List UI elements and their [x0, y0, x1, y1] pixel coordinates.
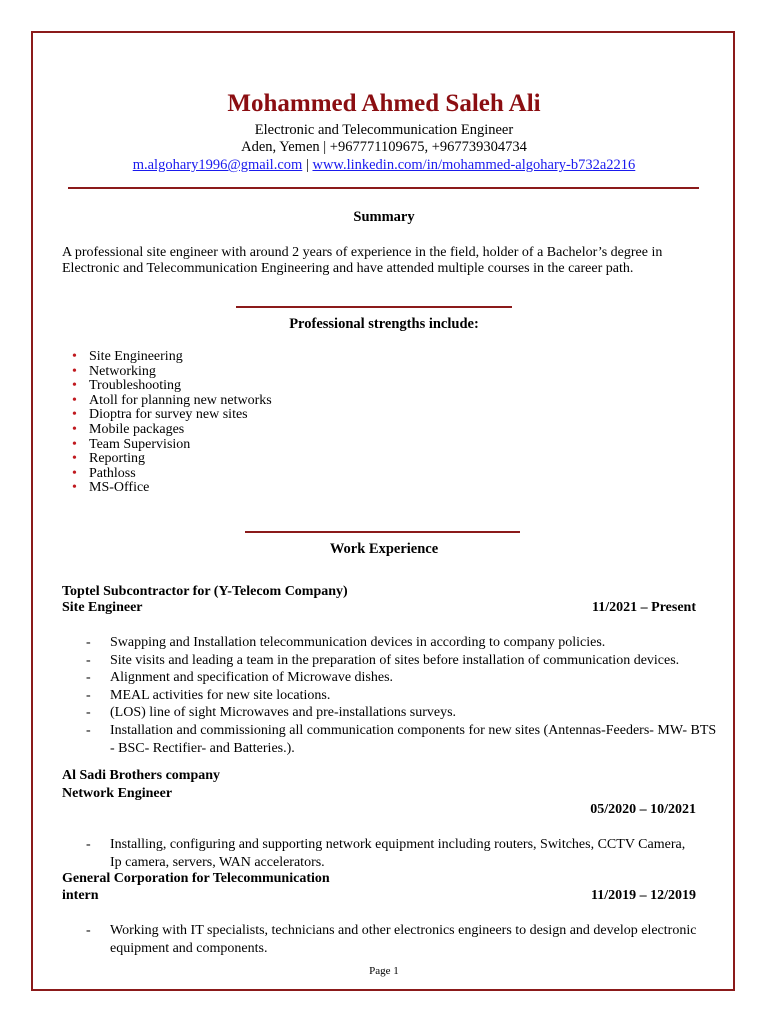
bullet-icon: •	[72, 480, 77, 496]
bullet-icon: •	[72, 451, 77, 467]
list-item: • Pathloss	[72, 465, 136, 481]
links-separator: |	[302, 157, 313, 173]
bullet-icon: •	[72, 363, 77, 379]
list-item: • Reporting	[72, 451, 145, 467]
dash-icon: -	[86, 687, 91, 703]
strengths-heading: Professional strengths include:	[289, 316, 479, 332]
list-item: - (LOS) line of sight Microwaves and pre-installations surveys.	[86, 705, 457, 721]
job-duties	[86, 836, 686, 871]
header-divider	[68, 187, 699, 189]
job-role: intern	[62, 888, 99, 903]
job-duties	[86, 634, 718, 757]
candidate-name: Mohammed Ahmed Saleh Ali	[227, 90, 541, 117]
list-item: - Alignment and specification of Microwave dishes.	[86, 670, 394, 686]
job-dates: 11/2019 – 12/2019	[590, 888, 696, 903]
list-item: • Mobile packages	[72, 421, 185, 437]
linkedin-link[interactable]: www.linkedin.com/in/mohammed-algohary-b732a2216	[312, 157, 636, 173]
bullet-icon: •	[72, 421, 77, 437]
list-item: • MS-Office	[72, 480, 150, 496]
experience-divider	[245, 531, 520, 533]
list-item: - Site visits and leading a team in the preparation of sites before installation of communication devices.	[86, 652, 680, 668]
email-link[interactable]: m.algohary1996@gmail.com	[132, 157, 303, 173]
links-line	[0, 157, 768, 174]
job-title: Electronic and Telecommunication Engineer	[254, 122, 514, 138]
dash-icon: -	[86, 837, 91, 852]
dash-icon: -	[86, 670, 91, 686]
list-item: - Swapping and Installation telecommunication devices in according to company policies.	[86, 635, 606, 650]
job-duties	[86, 922, 698, 957]
list-item: - Working with IT specialists, technicians and other electronics engineers to design and develop electronic equipment and components.	[86, 923, 697, 956]
bullet-icon: •	[72, 436, 77, 452]
summary-text: A professional site engineer with around 2 years of experience in the field, holder of a Bachelor’s degree in Electronic and Telecommunication Engineering and have attended multiple courses in the career path.	[62, 245, 663, 276]
job-dates: 05/2020 – 10/2021	[590, 802, 696, 817]
dash-icon: -	[86, 923, 91, 938]
job-company: General Corporation for Telecommunication	[62, 871, 330, 886]
dash-icon: -	[86, 652, 91, 668]
bullet-icon: •	[72, 465, 77, 481]
dash-icon: -	[86, 635, 91, 650]
page-number: Page 1	[369, 965, 399, 977]
experience-heading: Work Experience	[329, 541, 439, 557]
dash-icon: -	[86, 705, 91, 721]
list-item: • Troubleshooting	[72, 378, 182, 394]
job-company: Al Sadi Brothers company	[62, 768, 221, 783]
summary-heading: Summary	[353, 209, 415, 225]
job-dates: 11/2021 – Present	[592, 600, 696, 615]
bullet-icon: •	[72, 349, 77, 364]
bullet-icon: •	[72, 378, 77, 394]
list-item: • Site Engineering	[72, 349, 183, 364]
list-item: - Installing, configuring and supporting network equipment including routers, Switches, CCTV Camera, Ip camera, servers, WAN accelerators.	[86, 837, 686, 870]
job-role: Network Engineer	[62, 786, 173, 801]
job-company: Toptel Subcontractor for (Y-Telecom Company)	[62, 584, 348, 599]
strengths-list	[62, 350, 272, 496]
job-role: Site Engineer	[62, 600, 143, 615]
list-item: • Team Supervision	[72, 436, 191, 452]
bullet-icon: •	[72, 407, 77, 423]
list-item: • Networking	[72, 363, 156, 379]
contact-line: Aden, Yemen | +967771109675, +967739304734	[241, 139, 527, 155]
list-item: • Atoll for planning new networks	[72, 392, 272, 408]
dash-icon: -	[86, 722, 91, 738]
bullet-icon: •	[72, 392, 77, 408]
list-item: • Dioptra for survey new sites	[72, 407, 248, 423]
list-item: - Installation and commissioning all communication components for new sites (Antennas-Feeders- MW- BTS - BSC- Rectifier- and Batteries.).	[86, 722, 717, 756]
strengths-divider	[236, 306, 512, 308]
list-item: - MEAL activities for new site locations.	[86, 687, 331, 703]
